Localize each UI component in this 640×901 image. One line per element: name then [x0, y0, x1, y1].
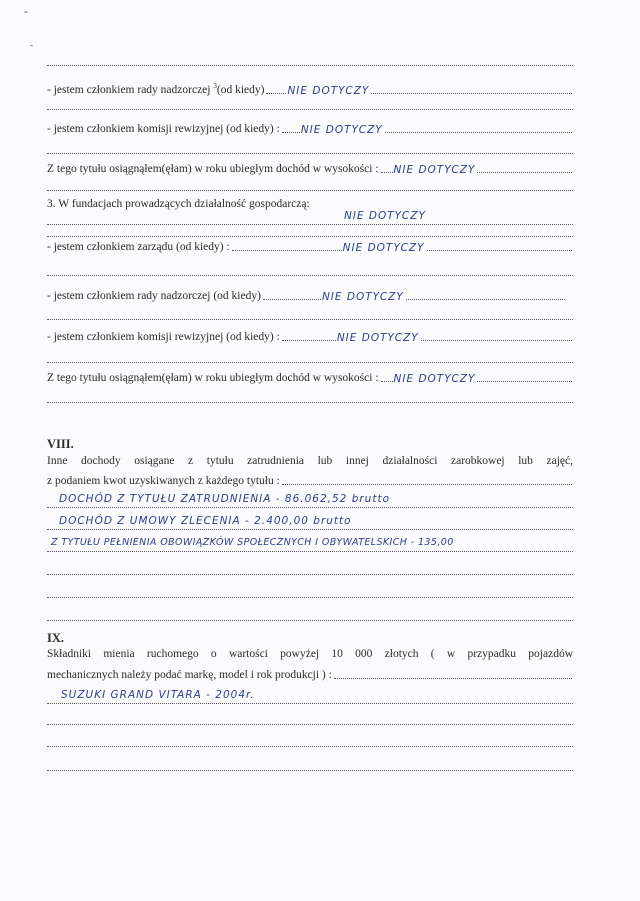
- field-label: - jestem członkiem rady nadzorczej $^3$(od kiedy): [47, 82, 265, 96]
- section-viii-text: Inne dochody osiągane z tytułu zatrudnienia lub innej działalności zarobkowej lub zajęć,: [47, 455, 573, 467]
- blank-dotted-line: [47, 619, 573, 621]
- blank-dotted-line: [47, 108, 573, 110]
- handwritten-answer: NIE DOTYCZY: [342, 242, 425, 254]
- field-label: Z tego tytułu osiągnąłem(ęłam) w roku ubiegłym dochód w wysokości :: [47, 163, 379, 175]
- income-entry-line: [47, 536, 573, 552]
- section-3-answer-line: [47, 209, 573, 225]
- section-3-audit-row: [47, 330, 573, 344]
- vehicle-entry-line: [47, 688, 573, 704]
- income-entry-line: [47, 514, 573, 530]
- corner-mark: -: [24, 4, 28, 18]
- field-label: - jestem członkiem komisji rewizyjnej (od kiedy) :: [47, 331, 280, 343]
- income-entry-line: [47, 492, 573, 508]
- blank-dotted-line: [47, 64, 573, 66]
- field-label: - jestem członkiem komisji rewizyjnej (od kiedy) :: [47, 123, 280, 135]
- blank-dotted-line: [47, 769, 573, 771]
- blank-dotted-line: [47, 401, 573, 403]
- section-3-supervisory-row: [47, 289, 573, 303]
- handwritten-answer: NIE DOTYCZY: [344, 210, 426, 222]
- field-label: Z tego tytułu osiągnąłem(ęłam) w roku ubiegłym dochód w wysokości :: [47, 372, 379, 384]
- handwritten-vehicle: SUZUKI GRAND VITARA - 2004r.: [61, 689, 255, 701]
- income-row: [47, 162, 573, 176]
- blank-dotted-line: [47, 235, 573, 237]
- blank-dotted-line: [47, 318, 573, 320]
- section-3-income-row: [47, 371, 573, 385]
- blank-dotted-line: [47, 723, 573, 725]
- section-viii-heading: VIII.: [47, 437, 74, 451]
- handwritten-answer: NIE DOTYCZY: [321, 291, 404, 303]
- section-ix-text: Składniki mienia ruchomego o wartości powyżej 10 000 złotych ( w przypadku pojazdów: [47, 648, 573, 660]
- field-label: - jestem członkiem rady nadzorczej (od kiedy): [47, 290, 261, 302]
- handwritten-answer: NIE DOTYCZY: [393, 164, 476, 176]
- handwritten-income: Z TYTUŁU PEŁNIENIA OBOWIĄZKÓW SPOŁECZNYCH I OBYWATELSKICH - 135,00: [51, 537, 454, 548]
- blank-dotted-line: [47, 152, 573, 154]
- handwritten-answer: NIE DOTYCZY: [393, 373, 476, 385]
- handwritten-answer: NIE DOTYCZY: [336, 332, 419, 344]
- handwritten-income: DOCHÓD Z UMOWY ZLECENIA - 2.400,00 brutto: [59, 515, 352, 527]
- supervisory-board-row: [47, 79, 573, 97]
- blank-dotted-line: [47, 189, 573, 191]
- section-viii-prompt: z podaniem kwot uzyskiwanych z każdego tytułu :: [47, 474, 573, 488]
- handwritten-income: DOCHÓD Z TYTUŁU ZATRUDNIENIA - 86.062,52 brutto: [59, 493, 390, 505]
- blank-dotted-line: [47, 573, 573, 575]
- section-ix-heading: IX.: [47, 631, 65, 645]
- handwritten-answer: NIE DOTYCZY: [287, 84, 370, 97]
- audit-committee-row: [47, 122, 573, 136]
- section-ix-prompt: mechanicznych należy podać markę, model i rok produkcji ) :: [47, 668, 573, 682]
- section-3-title: 3. W fundacjach prowadzących działalność gospodarczą:: [47, 198, 310, 210]
- blank-dotted-line: [47, 274, 573, 276]
- blank-dotted-line: [47, 361, 573, 363]
- management-board-row: [47, 240, 573, 254]
- handwritten-answer: NIE DOTYCZY: [300, 124, 383, 136]
- field-label: - jestem członkiem zarządu (od kiedy) :: [47, 241, 230, 253]
- blank-dotted-line: [47, 745, 573, 747]
- corner-mark: -: [30, 40, 33, 50]
- blank-dotted-line: [47, 596, 573, 598]
